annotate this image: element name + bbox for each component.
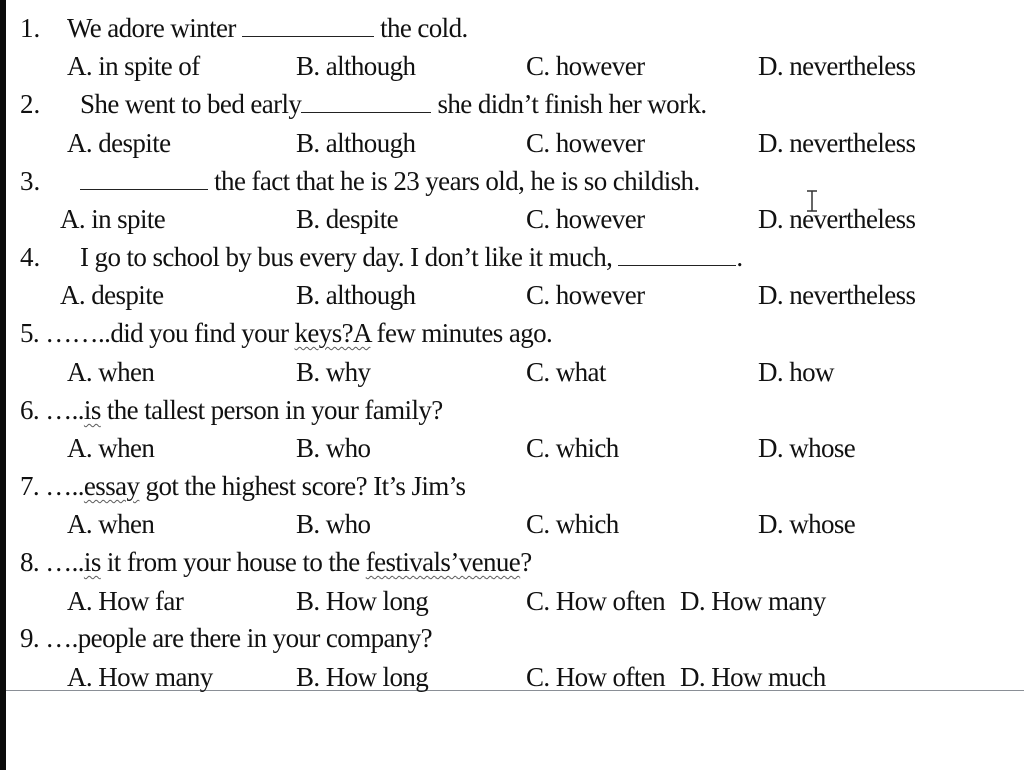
question-number: 7. — [20, 471, 40, 501]
question-dots: …. — [45, 623, 78, 653]
option-c[interactable]: C. however — [526, 51, 645, 81]
option-b[interactable]: B. why — [296, 357, 371, 387]
option-d[interactable]: D. nevertheless — [758, 128, 916, 158]
question-dots: ….. — [45, 547, 84, 577]
option-b[interactable]: B. How long — [296, 586, 429, 616]
question-text — [20, 470, 465, 502]
answer-blank[interactable] — [301, 90, 431, 113]
spellcheck-marked-word: is — [83, 395, 101, 425]
question-dots: ….. — [45, 395, 84, 425]
option-d[interactable]: D. How much — [680, 662, 826, 692]
spellcheck-marked-word: festivals’venue — [365, 547, 521, 577]
question-dots: …….. — [45, 318, 111, 348]
question-text — [20, 317, 552, 349]
option-b[interactable]: B. How long — [296, 662, 429, 692]
question-text-before: I go to school by bus every day. I don’t like it much, — [80, 242, 613, 272]
question-number: 3. — [20, 166, 41, 196]
answer-blank[interactable] — [242, 14, 374, 37]
spellcheck-marked-word: essay — [83, 471, 140, 501]
question-number: 1. — [20, 13, 41, 43]
option-d[interactable]: D. nevertheless — [758, 280, 916, 310]
option-c[interactable]: C. How often — [526, 662, 666, 692]
option-c[interactable]: C. what — [526, 357, 606, 387]
option-a[interactable]: A. in spite of — [67, 51, 200, 81]
question-text-part: few minutes ago. — [370, 318, 553, 348]
option-d[interactable]: D. whose — [758, 509, 856, 539]
option-a[interactable]: A. in spite — [60, 204, 166, 234]
option-d[interactable]: D. how — [758, 357, 834, 387]
question-text-after: she didn’t finish her work. — [437, 89, 707, 119]
option-b[interactable]: B. who — [296, 433, 371, 463]
question-text — [67, 12, 468, 44]
question-text — [20, 546, 532, 578]
question-text — [20, 622, 432, 654]
option-a[interactable]: A. How many — [67, 662, 213, 692]
option-a[interactable]: A. when — [67, 433, 155, 463]
option-c[interactable]: C. which — [526, 509, 619, 539]
question-number: 4. — [20, 242, 41, 272]
question-number: 8. — [20, 547, 40, 577]
question-text-after: . — [736, 242, 743, 272]
option-a[interactable]: A. How far — [67, 586, 184, 616]
option-a[interactable]: A. despite — [67, 128, 171, 158]
question-text-part: ? — [520, 547, 532, 577]
question-text-after: the fact that he is 23 years old, he is so childish. — [214, 166, 700, 196]
question-text — [80, 165, 700, 197]
answer-blank[interactable] — [80, 167, 208, 190]
question-text-part: the tallest person in your family? — [100, 395, 443, 425]
option-d[interactable]: D. How many — [680, 586, 826, 616]
option-b[interactable]: B. despite — [296, 204, 398, 234]
question-number: 5. — [20, 318, 40, 348]
question-text — [80, 88, 707, 120]
spellcheck-marked-word: keys?A — [294, 318, 371, 348]
option-c[interactable]: C. however — [526, 280, 645, 310]
text-cursor-icon — [806, 190, 818, 212]
question-number: 9. — [20, 623, 40, 653]
option-a[interactable]: A. when — [67, 357, 155, 387]
question-text-after: the cold. — [380, 13, 468, 43]
question-text-part: did you find your — [110, 318, 295, 348]
question-dots: ….. — [45, 471, 84, 501]
option-d[interactable]: D. whose — [758, 433, 856, 463]
option-b[interactable]: B. although — [296, 51, 416, 81]
question-text-part: it from your house to the — [100, 547, 366, 577]
option-c[interactable]: C. How often — [526, 586, 666, 616]
option-b[interactable]: B. although — [296, 280, 416, 310]
question-text-before: We adore winter — [67, 13, 236, 43]
question-text — [80, 241, 743, 273]
question-number: 6. — [20, 395, 40, 425]
option-c[interactable]: C. however — [526, 128, 645, 158]
option-a[interactable]: A. when — [67, 509, 155, 539]
option-b[interactable]: B. although — [296, 128, 416, 158]
question-text-before: She went to bed early — [80, 89, 302, 119]
answer-blank[interactable] — [618, 243, 736, 266]
question-number: 2. — [20, 89, 41, 119]
option-d[interactable]: D. nevertheless — [758, 51, 916, 81]
option-c[interactable]: C. however — [526, 204, 645, 234]
option-d[interactable]: D. nevertheless — [758, 204, 916, 234]
question-text — [20, 394, 443, 426]
option-a[interactable]: A. despite — [60, 280, 164, 310]
option-b[interactable]: B. who — [296, 509, 371, 539]
option-c[interactable]: C. which — [526, 433, 619, 463]
question-text-part: got the highest score? It’s Jim’s — [139, 471, 466, 501]
question-text-part: people are there in your company? — [77, 623, 433, 653]
spellcheck-marked-word: is — [83, 547, 101, 577]
